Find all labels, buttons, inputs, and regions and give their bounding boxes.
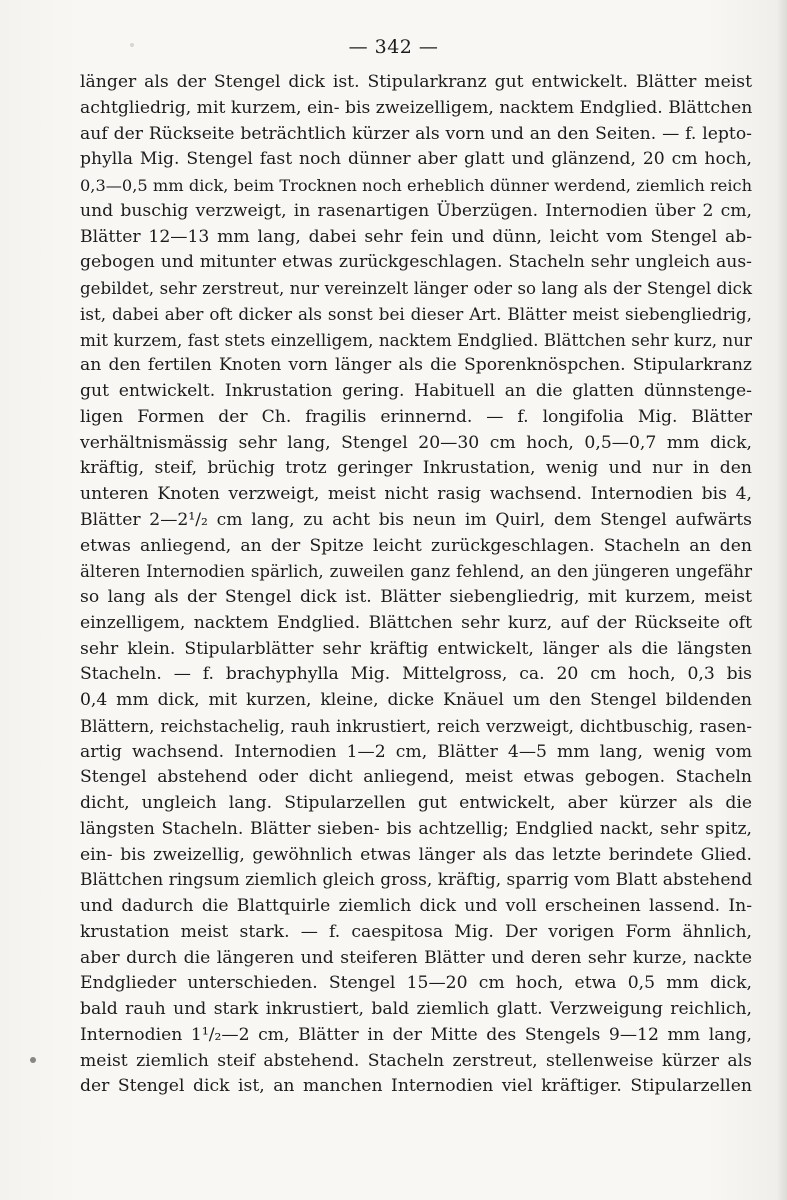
text-line: und buschig verzweigt, in rasenartigen Überzügen. Internodien über 2 cm, bbox=[80, 200, 752, 221]
text-line: so lang als der Stengel dick ist. Blätter siebengliedrig, mit kurzem, meist bbox=[80, 587, 752, 607]
page-edge-shadow bbox=[777, 0, 787, 1200]
text-line: Stacheln. — f. brachyphylla Mig. Mittelgross, ca. 20 cm hoch, 0,3 bis bbox=[80, 664, 752, 685]
text-line: gut entwickelt. Inkrustation gering. Habituell an die glatten dünnstenge- bbox=[80, 381, 752, 401]
text-line: 0,3—0,5 mm dick, beim Trocknen noch erheblich dünner werdend, ziemlich reich bbox=[80, 176, 752, 195]
text-line: länger als der Stengel dick ist. Stipularkranz gut entwickelt. Blätter meist bbox=[80, 72, 752, 92]
text-line: an den fertilen Knoten vorn länger als die Sporenknöspchen. Stipularkranz bbox=[80, 355, 752, 376]
body-text bbox=[80, 70, 752, 1100]
text-line: sehr klein. Stipularblätter sehr kräftig entwickelt, länger als die längsten bbox=[80, 638, 752, 659]
text-line: Internodien 1¹/₂—2 cm, Blätter in der Mitte des Stengels 9—12 mm lang, bbox=[80, 1024, 752, 1045]
text-line: Stengel abstehend oder dicht anliegend, meist etwas gebogen. Stacheln bbox=[80, 767, 752, 788]
text-line: und dadurch die Blattquirle ziemlich dick und voll erscheinen lassend. In- bbox=[80, 896, 752, 916]
text-line: mit kurzem, fast stets einzelligem, nacktem Endglied. Blättchen sehr kurz, nur bbox=[80, 329, 753, 350]
text-line: artig wachsend. Internodien 1—2 cm, Blätter 4—5 mm lang, wenig vom bbox=[80, 741, 752, 762]
text-line: unteren Knoten verzweigt, meist nicht rasig wachsend. Internodien bis 4, bbox=[80, 484, 752, 504]
text-line: längsten Stacheln. Blätter sieben- bis achtzellig; Endglied nackt, sehr spitz, bbox=[80, 818, 752, 839]
text-line: achtgliedrig, mit kurzem, ein- bis zweizelligem, nacktem Endglied. Blättchen bbox=[80, 97, 753, 118]
text-line: meist ziemlich steif abstehend. Stacheln zerstreut, stellenweise kürzer als bbox=[80, 1050, 752, 1071]
text-line: gebogen und mitunter etwas zurückgeschlagen. Stacheln sehr ungleich aus- bbox=[80, 252, 752, 273]
text-line: Blättern, reichstachelig, rauh inkrustiert, reich verzweigt, dichtbuschig, rasen- bbox=[80, 716, 752, 736]
text-line: ist, dabei aber oft dicker als sonst bei dieser Art. Blätter meist siebengliedrig, bbox=[80, 303, 752, 324]
text-line: der Stengel dick ist, an manchen Internodien viel kräftiger. Stipularzellen bbox=[80, 1076, 752, 1097]
text-line: Blätter 12—13 mm lang, dabei sehr fein und dünn, leicht vom Stengel ab- bbox=[80, 226, 752, 247]
text-line: auf der Rückseite beträchtlich kürzer als vorn und an den Seiten. — f. lepto- bbox=[80, 123, 752, 144]
text-line: Blätter 2—2¹/₂ cm lang, zu acht bis neun im Quirl, dem Stengel aufwärts bbox=[80, 509, 752, 530]
text-line: kräftig, steif, brüchig trotz geringer Inkrustation, wenig und nur in den bbox=[80, 458, 752, 479]
text-line: dicht, ungleich lang. Stipularzellen gut entwickelt, aber kürzer als die bbox=[80, 793, 752, 813]
text-line: 0,4 mm dick, mit kurzen, kleine, dicke Knäuel um den Stengel bildenden bbox=[80, 690, 752, 710]
text-line: verhältnismässig sehr lang, Stengel 20—30 cm hoch, 0,5—0,7 mm dick, bbox=[80, 432, 752, 453]
text-line: krustation meist stark. — f. caespitosa Mig. Der vorigen Form ähnlich, bbox=[80, 921, 752, 942]
margin-ink-mark bbox=[30, 1057, 36, 1063]
text-line: gebildet, sehr zerstreut, nur vereinzelt länger oder so lang als der Stengel dick bbox=[80, 279, 752, 298]
text-line: Endglieder unterschieden. Stengel 15—20 cm hoch, etwa 0,5 mm dick, bbox=[80, 973, 752, 994]
text-line: phylla Mig. Stengel fast noch dünner aber glatt und glänzend, 20 cm hoch, bbox=[80, 149, 752, 170]
text-line: etwas anliegend, an der Spitze leicht zurückgeschlagen. Stacheln an den bbox=[80, 535, 752, 556]
text-line: aber durch die längeren und steiferen Blätter und deren sehr kurze, nackte bbox=[80, 947, 752, 968]
text-line: älteren Internodien spärlich, zuweilen ganz fehlend, an den jüngeren ungefähr bbox=[80, 562, 752, 582]
text-line: ein- bis zweizellig, gewöhnlich etwas länger als das letzte berindete Glied. bbox=[80, 844, 752, 865]
text-line: ligen Formen der Ch. fragilis erinnernd. — f. longifolia Mig. Blätter bbox=[80, 406, 752, 427]
text-line: einzelligem, nacktem Endglied. Blättchen sehr kurz, auf der Rückseite oft bbox=[80, 612, 752, 633]
text-line: bald rauh und stark inkrustiert, bald ziemlich glatt. Verzweigung reichlich, bbox=[80, 999, 752, 1019]
page-number: — 342 — bbox=[348, 36, 439, 58]
text-line: Blättchen ringsum ziemlich gleich gross, kräftig, sparrig vom Blatt abstehend bbox=[80, 870, 753, 891]
